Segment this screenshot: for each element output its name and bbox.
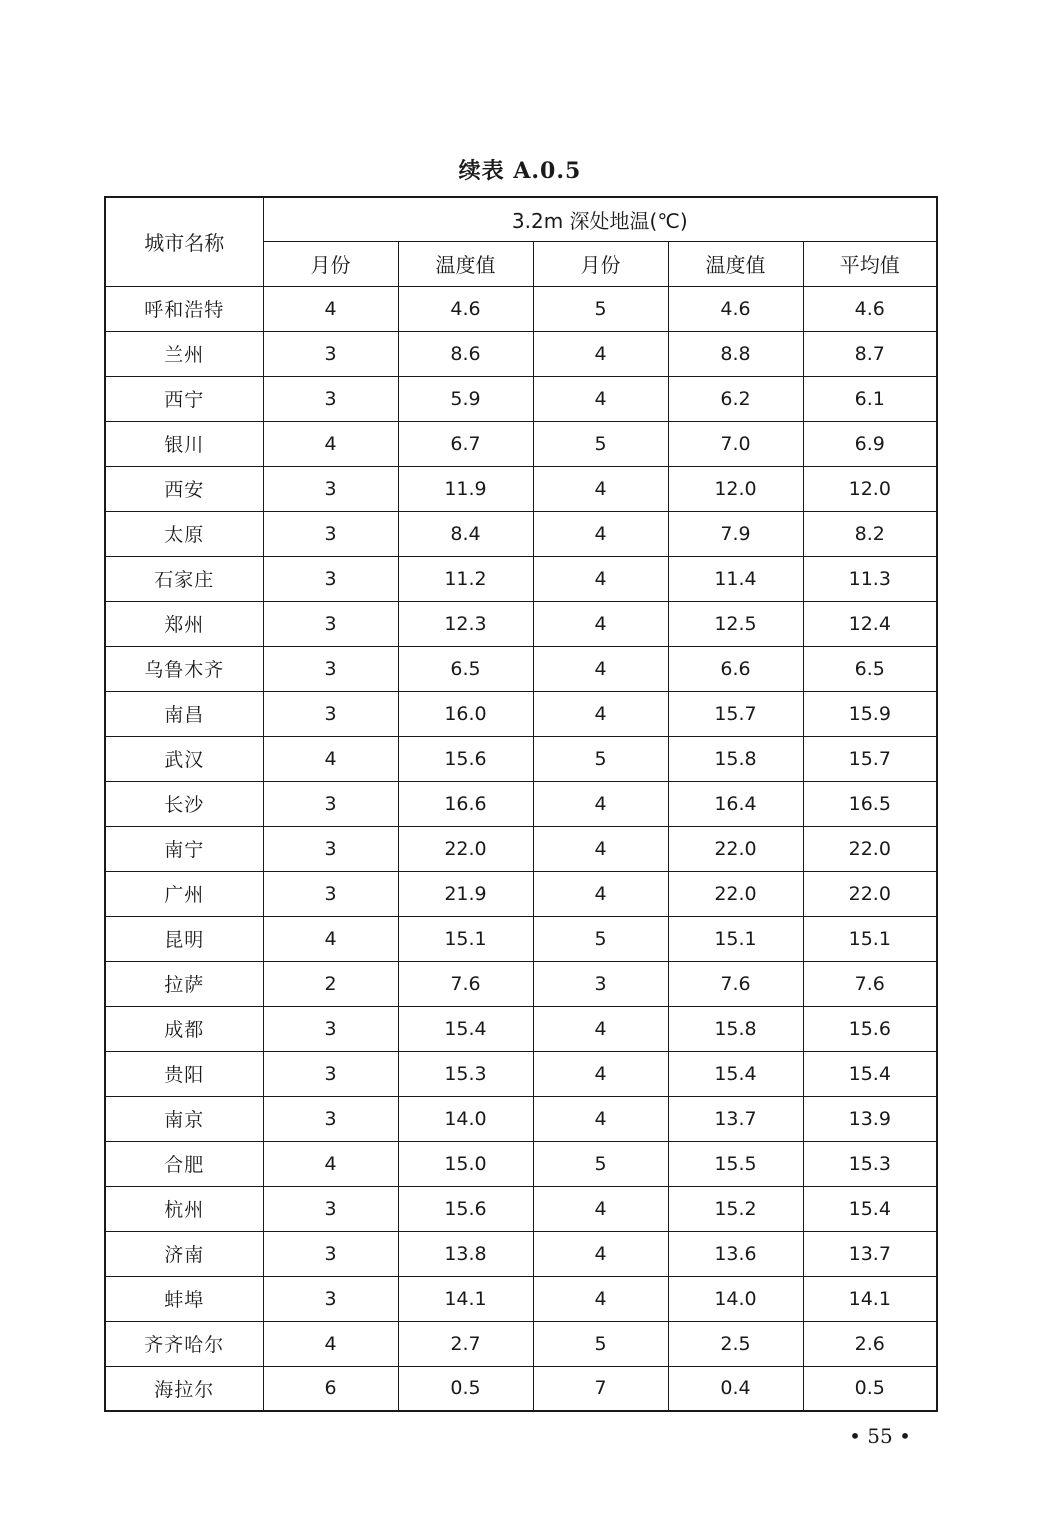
header-month-1: 月份 — [263, 241, 398, 286]
temp-2-cell: 15.4 — [668, 1051, 803, 1096]
temp-2-cell: 13.6 — [668, 1231, 803, 1276]
month-2-cell: 4 — [533, 601, 668, 646]
month-2-cell: 4 — [533, 556, 668, 601]
table-row — [105, 691, 937, 736]
average-cell: 15.9 — [803, 691, 937, 736]
month-1-cell: 4 — [263, 421, 398, 466]
city-cell: 广州 — [105, 871, 263, 916]
temp-2-cell: 22.0 — [668, 871, 803, 916]
average-cell: 15.3 — [803, 1141, 937, 1186]
average-cell: 7.6 — [803, 961, 937, 1006]
month-2-cell: 4 — [533, 826, 668, 871]
temp-2-cell: 15.5 — [668, 1141, 803, 1186]
average-cell: 6.5 — [803, 646, 937, 691]
table-row — [105, 1051, 937, 1096]
month-1-cell: 3 — [263, 511, 398, 556]
month-1-cell: 3 — [263, 1186, 398, 1231]
average-cell: 15.1 — [803, 916, 937, 961]
month-2-cell: 4 — [533, 1096, 668, 1141]
temp-1-cell: 15.4 — [398, 1006, 533, 1051]
temp-2-cell: 22.0 — [668, 826, 803, 871]
month-2-cell: 5 — [533, 1321, 668, 1366]
month-1-cell: 3 — [263, 781, 398, 826]
temp-2-cell: 0.4 — [668, 1366, 803, 1411]
month-1-cell: 3 — [263, 376, 398, 421]
header-city: 城市名称 — [105, 197, 263, 286]
table-row — [105, 826, 937, 871]
month-1-cell: 3 — [263, 1096, 398, 1141]
temp-2-cell: 13.7 — [668, 1096, 803, 1141]
table-row — [105, 736, 937, 781]
temp-1-cell: 12.3 — [398, 601, 533, 646]
month-1-cell: 4 — [263, 916, 398, 961]
month-1-cell: 3 — [263, 1051, 398, 1096]
city-cell: 武汉 — [105, 736, 263, 781]
temp-2-cell: 6.2 — [668, 376, 803, 421]
temp-1-cell: 7.6 — [398, 961, 533, 1006]
city-cell: 齐齐哈尔 — [105, 1321, 263, 1366]
temp-2-cell: 4.6 — [668, 286, 803, 331]
city-cell: 成都 — [105, 1006, 263, 1051]
average-cell: 22.0 — [803, 871, 937, 916]
table-row — [105, 556, 937, 601]
month-1-cell: 3 — [263, 1231, 398, 1276]
month-2-cell: 4 — [533, 1051, 668, 1096]
city-cell: 蚌埠 — [105, 1276, 263, 1321]
temp-1-cell: 6.7 — [398, 421, 533, 466]
header-temp-1: 温度值 — [398, 241, 533, 286]
table-row — [105, 1186, 937, 1231]
month-1-cell: 3 — [263, 556, 398, 601]
average-cell: 13.9 — [803, 1096, 937, 1141]
temp-1-cell: 13.8 — [398, 1231, 533, 1276]
city-cell: 银川 — [105, 421, 263, 466]
city-cell: 西宁 — [105, 376, 263, 421]
temp-1-cell: 15.0 — [398, 1141, 533, 1186]
table-row — [105, 466, 937, 511]
city-cell: 拉萨 — [105, 961, 263, 1006]
temp-1-cell: 2.7 — [398, 1321, 533, 1366]
temp-1-cell: 14.0 — [398, 1096, 533, 1141]
table-row — [105, 1141, 937, 1186]
city-cell: 南宁 — [105, 826, 263, 871]
table-row — [105, 511, 937, 556]
average-cell: 0.5 — [803, 1366, 937, 1411]
average-cell: 14.1 — [803, 1276, 937, 1321]
month-2-cell: 4 — [533, 646, 668, 691]
average-cell: 8.7 — [803, 331, 937, 376]
month-1-cell: 6 — [263, 1366, 398, 1411]
header-temp-2: 温度值 — [668, 241, 803, 286]
table-row — [105, 421, 937, 466]
month-1-cell: 3 — [263, 826, 398, 871]
page-number: • 55 • — [849, 1424, 911, 1448]
city-cell: 兰州 — [105, 331, 263, 376]
month-1-cell: 3 — [263, 466, 398, 511]
city-cell: 济南 — [105, 1231, 263, 1276]
month-1-cell: 4 — [263, 736, 398, 781]
table-row — [105, 331, 937, 376]
month-2-cell: 5 — [533, 916, 668, 961]
header-month-2: 月份 — [533, 241, 668, 286]
month-2-cell: 4 — [533, 331, 668, 376]
city-cell: 贵阳 — [105, 1051, 263, 1096]
table-row — [105, 871, 937, 916]
temp-1-cell: 0.5 — [398, 1366, 533, 1411]
average-cell: 6.9 — [803, 421, 937, 466]
temp-2-cell: 12.0 — [668, 466, 803, 511]
temp-2-cell: 11.4 — [668, 556, 803, 601]
table-row — [105, 1366, 937, 1411]
month-2-cell: 4 — [533, 871, 668, 916]
month-1-cell: 3 — [263, 1006, 398, 1051]
table-row — [105, 376, 937, 421]
table-row — [105, 961, 937, 1006]
temp-2-cell: 12.5 — [668, 601, 803, 646]
temp-2-cell: 15.2 — [668, 1186, 803, 1231]
temp-1-cell: 11.2 — [398, 556, 533, 601]
temp-2-cell: 7.0 — [668, 421, 803, 466]
month-2-cell: 4 — [533, 511, 668, 556]
header-group: 3.2m 深处地温(℃) — [263, 197, 937, 241]
average-cell: 12.0 — [803, 466, 937, 511]
table-row — [105, 1276, 937, 1321]
month-2-cell: 4 — [533, 1006, 668, 1051]
table-row — [105, 1321, 937, 1366]
month-1-cell: 3 — [263, 691, 398, 736]
temp-1-cell: 5.9 — [398, 376, 533, 421]
temp-2-cell: 16.4 — [668, 781, 803, 826]
temp-1-cell: 15.3 — [398, 1051, 533, 1096]
temp-1-cell: 6.5 — [398, 646, 533, 691]
city-cell: 太原 — [105, 511, 263, 556]
month-2-cell: 5 — [533, 421, 668, 466]
month-1-cell: 2 — [263, 961, 398, 1006]
table-row — [105, 1096, 937, 1141]
city-cell: 长沙 — [105, 781, 263, 826]
table-row — [105, 601, 937, 646]
month-2-cell: 3 — [533, 961, 668, 1006]
average-cell: 2.6 — [803, 1321, 937, 1366]
month-1-cell: 4 — [263, 286, 398, 331]
temp-1-cell: 21.9 — [398, 871, 533, 916]
city-cell: 南京 — [105, 1096, 263, 1141]
month-2-cell: 5 — [533, 1141, 668, 1186]
month-2-cell: 4 — [533, 1276, 668, 1321]
month-2-cell: 5 — [533, 736, 668, 781]
month-2-cell: 4 — [533, 691, 668, 736]
city-cell: 杭州 — [105, 1186, 263, 1231]
temp-1-cell: 16.0 — [398, 691, 533, 736]
average-cell: 13.7 — [803, 1231, 937, 1276]
city-cell: 南昌 — [105, 691, 263, 736]
month-2-cell: 4 — [533, 376, 668, 421]
table-row — [105, 646, 937, 691]
temp-1-cell: 8.4 — [398, 511, 533, 556]
temp-2-cell: 8.8 — [668, 331, 803, 376]
table-row — [105, 1006, 937, 1051]
average-cell: 22.0 — [803, 826, 937, 871]
city-cell: 乌鲁木齐 — [105, 646, 263, 691]
temp-1-cell: 22.0 — [398, 826, 533, 871]
month-1-cell: 3 — [263, 871, 398, 916]
city-cell: 合肥 — [105, 1141, 263, 1186]
table-row — [105, 916, 937, 961]
month-1-cell: 3 — [263, 646, 398, 691]
table-body — [105, 286, 937, 1411]
temp-1-cell: 4.6 — [398, 286, 533, 331]
temp-2-cell: 2.5 — [668, 1321, 803, 1366]
temp-2-cell: 7.9 — [668, 511, 803, 556]
temp-2-cell: 15.8 — [668, 1006, 803, 1051]
temp-2-cell: 15.8 — [668, 736, 803, 781]
average-cell: 4.6 — [803, 286, 937, 331]
temp-2-cell: 7.6 — [668, 961, 803, 1006]
average-cell: 15.4 — [803, 1051, 937, 1096]
average-cell: 15.4 — [803, 1186, 937, 1231]
table-title: 续表 A.0.5 — [458, 158, 582, 184]
month-1-cell: 3 — [263, 1276, 398, 1321]
city-cell: 海拉尔 — [105, 1366, 263, 1411]
month-2-cell: 7 — [533, 1366, 668, 1411]
month-1-cell: 4 — [263, 1321, 398, 1366]
ground-temperature-table — [104, 196, 938, 1412]
average-cell: 12.4 — [803, 601, 937, 646]
city-cell: 昆明 — [105, 916, 263, 961]
temp-1-cell: 16.6 — [398, 781, 533, 826]
month-2-cell: 4 — [533, 1186, 668, 1231]
month-1-cell: 4 — [263, 1141, 398, 1186]
header-average: 平均值 — [803, 241, 937, 286]
city-cell: 石家庄 — [105, 556, 263, 601]
temp-1-cell: 11.9 — [398, 466, 533, 511]
table-row — [105, 286, 937, 331]
header-row-group — [105, 197, 937, 241]
temp-1-cell: 15.1 — [398, 916, 533, 961]
month-2-cell: 4 — [533, 1231, 668, 1276]
month-1-cell: 3 — [263, 331, 398, 376]
temp-1-cell: 15.6 — [398, 1186, 533, 1231]
month-2-cell: 5 — [533, 286, 668, 331]
temp-1-cell: 8.6 — [398, 331, 533, 376]
city-cell: 西安 — [105, 466, 263, 511]
month-2-cell: 4 — [533, 466, 668, 511]
average-cell: 8.2 — [803, 511, 937, 556]
temp-2-cell: 15.1 — [668, 916, 803, 961]
month-2-cell: 4 — [533, 781, 668, 826]
temp-2-cell: 15.7 — [668, 691, 803, 736]
average-cell: 16.5 — [803, 781, 937, 826]
table-row — [105, 1231, 937, 1276]
temp-2-cell: 6.6 — [668, 646, 803, 691]
month-1-cell: 3 — [263, 601, 398, 646]
city-cell: 呼和浩特 — [105, 286, 263, 331]
average-cell: 15.6 — [803, 1006, 937, 1051]
temp-1-cell: 15.6 — [398, 736, 533, 781]
city-cell: 郑州 — [105, 601, 263, 646]
average-cell: 15.7 — [803, 736, 937, 781]
temp-2-cell: 14.0 — [668, 1276, 803, 1321]
average-cell: 6.1 — [803, 376, 937, 421]
average-cell: 11.3 — [803, 556, 937, 601]
table-row — [105, 781, 937, 826]
temp-1-cell: 14.1 — [398, 1276, 533, 1321]
